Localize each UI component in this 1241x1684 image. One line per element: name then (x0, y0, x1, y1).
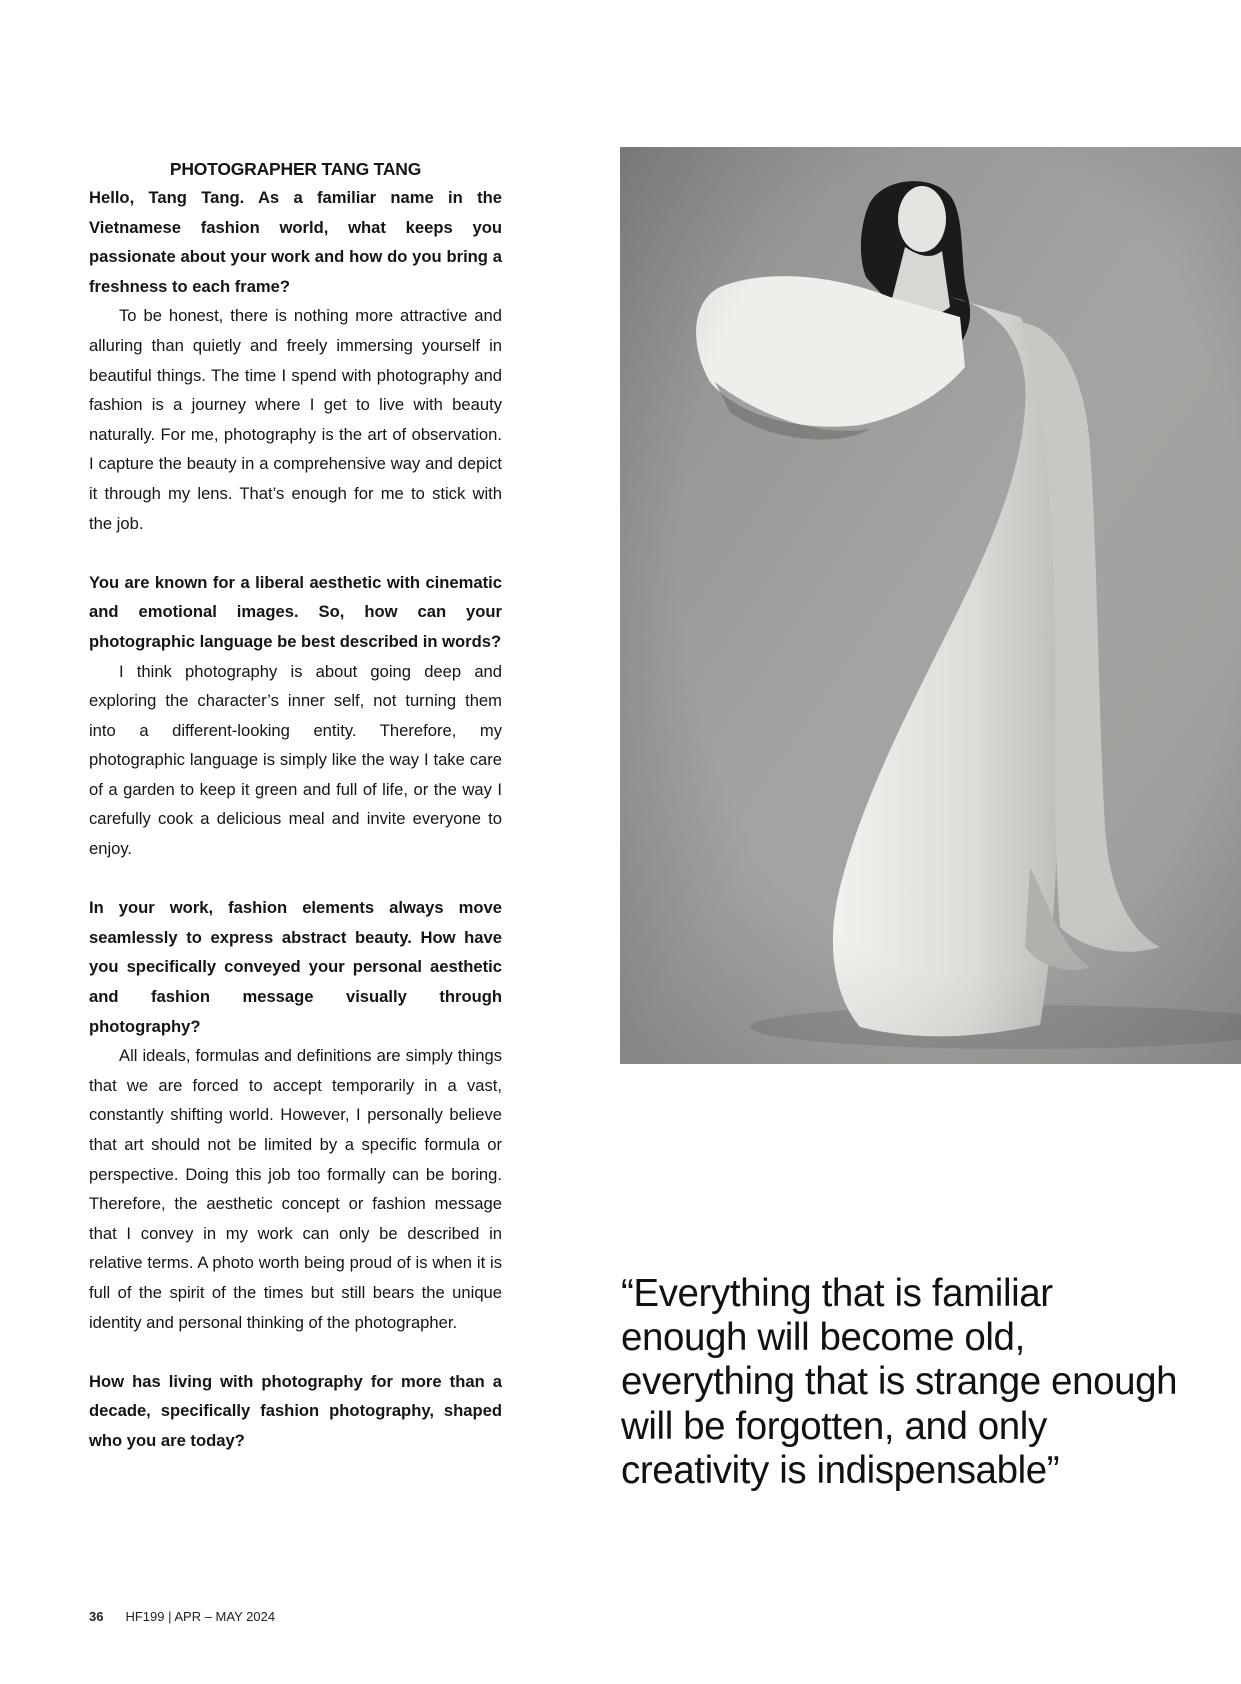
page-footer (89, 1609, 275, 1624)
question-1: Hello, Tang Tang. As a familiar name in the Vietnamese fashion world, what keeps you passionate about your work and how do you bring a freshness to each frame? (89, 188, 502, 296)
issue-info: HF199 | APR – MAY 2024 (125, 1609, 276, 1624)
fashion-photo (620, 147, 1241, 1064)
answer-3: All ideals, formulas and definitions are simply things that we are forced to accept temporarily in a vast, constantly shifting world. However, I personally believe that art should not be limited by a specific formula or perspective. Doing this job too formally can be boring. Therefore, the aesthetic concept or fashion message that I convey in my work can only be described in relative terms. A photo worth being proud of is when it is full of the spirit of the times but still bears the unique identity and personal thinking of the photographer. (89, 1046, 502, 1332)
answer-1: To be honest, there is nothing more attractive and alluring than quietly and freely immersing yourself in beautiful things. The time I spend with photography and fashion is a journey where I get to live with beauty naturally. For me, photography is the art of observation. I capture the beauty in a comprehensive way and depict it through my lens. That’s enough for me to stick with the job. (89, 306, 502, 533)
article-heading: PHOTOGRAPHER TANG TANG (169, 159, 422, 179)
question-3: In your work, fashion elements always move seamlessly to express abstract beauty. How have you specifically conveyed your personal aesthetic and fashion message visually through photography? (89, 898, 502, 1036)
paragraph-spacer (89, 864, 502, 894)
paragraph-spacer (89, 1337, 502, 1367)
page-number: 36 (89, 1609, 104, 1624)
pull-quote: “Everything that is familiar enough will become old, everything that is strange enough will be forgotten, and only creativity is indispensable” (621, 1272, 1178, 1492)
photo-vignette (620, 147, 1241, 1064)
article-column (89, 155, 502, 1456)
answer-2: I think photography is about going deep and exploring the character’s inner self, not turning them into a different-looking entity. Therefore, my photographic language is simply like the way I take care of a garden to keep it green and full of life, or the way I carefully cook a delicious meal and invite everyone to enjoy. (89, 661, 502, 859)
question-2: You are known for a liberal aesthetic with cinematic and emotional images. So, how can your photographic language be best described in words? (89, 572, 502, 651)
question-4: How has living with photography for more than a decade, specifically fashion photography, shaped who you are today? (89, 1371, 502, 1450)
paragraph-spacer (89, 538, 502, 568)
fashion-photo-illustration (620, 147, 1241, 1064)
